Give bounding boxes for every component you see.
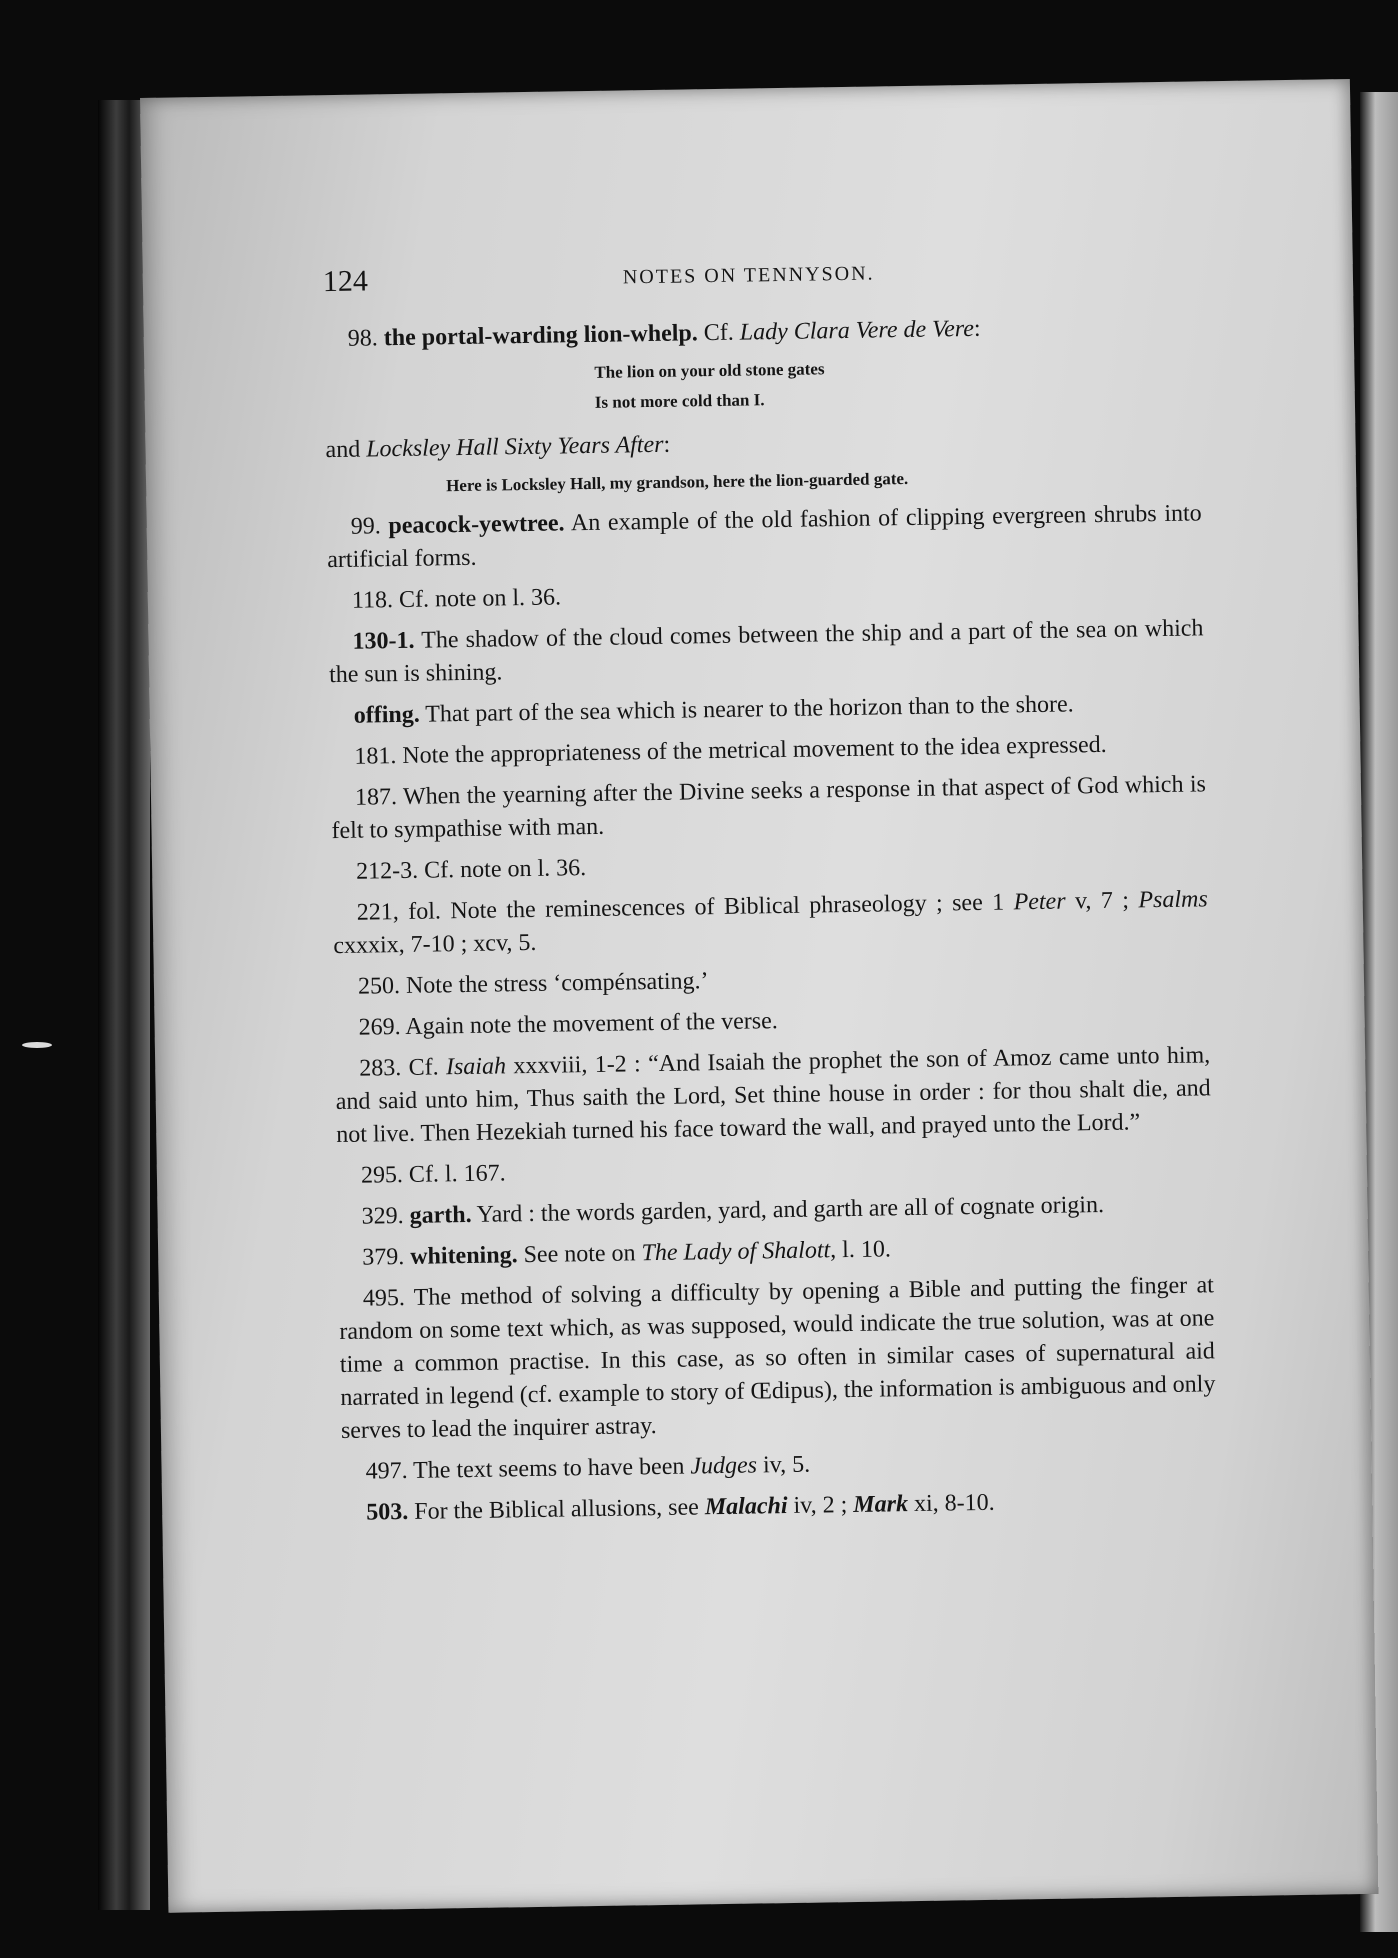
note-term: peacock-yewtree. (388, 510, 565, 540)
note-ref: 212-3. (355, 857, 419, 885)
note-221 (333, 883, 1209, 963)
note-ref: 187. (354, 784, 398, 811)
note-text: An example of the old fashion of clipping evergreen shrubs into artificial forms. (327, 500, 1202, 574)
note-99 (327, 497, 1203, 577)
note-continuation (325, 420, 1200, 467)
note-ref: 379. (362, 1243, 405, 1271)
note-text: Cf. l. 167. (402, 1160, 506, 1189)
note-379 (338, 1228, 1213, 1275)
note-term: garth. (409, 1201, 472, 1229)
note-130-1 (328, 612, 1204, 692)
note-text: Yard : the words garden, yard, and garth are all of cognate origin. (471, 1191, 1105, 1228)
note-text: When the yearning after the Divine seeks a response in that aspect of God which is felt to sympathise with man. (331, 771, 1207, 845)
note-title: Psalms (1138, 886, 1208, 914)
note-text: Note the reminescences of Biblical phraseology ; see 1 (440, 889, 1014, 925)
note-text: Cf. (401, 1054, 447, 1082)
note-495 (339, 1269, 1216, 1448)
note-text: iv, 2 ; (787, 1491, 854, 1520)
note-text: and (325, 436, 367, 464)
note-text: Cf. note on l. 36. (417, 855, 587, 884)
note-187 (331, 768, 1207, 848)
note-269 (334, 998, 1209, 1045)
note-text: Cf. note on l. 36. (392, 584, 562, 614)
note-181 (330, 727, 1205, 774)
note-ref: 329. (361, 1202, 404, 1230)
note-text: Again note the movement of the verse. (400, 1008, 779, 1041)
note-offing (329, 686, 1204, 733)
note-ref: 181. (354, 743, 397, 770)
note-ref: 269. (358, 1014, 401, 1041)
note-text: The method of solving a difficulty by opening a Bible and putting the finger at random on some text which, as was supposed, would indicate the true solution, was at one time a common practise. In this case, as so often in similar cases of supernatural aid narrated in legend (cf. example to story of Œdipus), the information is ambiguous and only serves to lead the inquirer astray. (339, 1272, 1216, 1445)
note-term: offing. (353, 701, 420, 729)
note-term: whitening. (410, 1242, 518, 1270)
note-283 (335, 1039, 1211, 1152)
note-text: Cf. (697, 319, 740, 347)
running-head: NOTES ON TENNYSON. (622, 262, 875, 289)
note-ref: 495. (362, 1284, 406, 1312)
note-text: xi, 8-10. (907, 1489, 995, 1518)
note-ref: 130-1. (352, 627, 415, 655)
page-number: 124 (322, 264, 369, 299)
note-ref: 295. (360, 1162, 404, 1189)
note-term: the portal-warding lion-whelp. (383, 320, 698, 352)
note-text: , l. 10. (829, 1236, 892, 1264)
note-title: Mark (853, 1491, 909, 1518)
note-ref: 283. (359, 1055, 402, 1082)
note-text: cxxxix, 7-10 ; xcv, 5. (333, 929, 537, 960)
note-title: Isaiah (445, 1053, 507, 1081)
note-text: xxxviii, 1-2 : “And Isaiah the prophet the son of Amoz came unto him, and said unto him, Thus saith the Lord, Set thine house in order : for thou shalt die, and not live. Then Hezekiah turned his face toward the wall, and prayed unto the Lord.” (335, 1042, 1211, 1149)
note-text: Note the appropriateness of the metrical movement to the idea expressed. (396, 731, 1107, 770)
note-ref: 99. (350, 513, 381, 540)
note-ref: 98. (347, 325, 379, 352)
note-ref: 497. (365, 1457, 408, 1485)
note-text: v, 7 ; (1065, 887, 1139, 915)
dust-speck (22, 1042, 52, 1048)
note-212-3 (332, 842, 1207, 889)
book-spine (98, 100, 150, 1910)
note-295 (337, 1146, 1212, 1193)
quote-line: Here is Locksley Hall, my grandson, here the lion-guarded gate. (445, 468, 909, 496)
note-ref: 503. (366, 1498, 409, 1526)
quote-line: The lion on your old stone gates (594, 359, 825, 382)
note-98 (324, 309, 1199, 356)
note-text: See note on (517, 1240, 642, 1269)
note-text: For the Biblical allusions, see (408, 1494, 706, 1525)
note-250 (334, 957, 1209, 1004)
note-text: The text seems to have been (407, 1453, 691, 1484)
note-118 (328, 571, 1203, 618)
quote-line: Is not more cold than I. (594, 390, 765, 412)
book-page (140, 79, 1378, 1913)
note-text: iv, 5. (756, 1451, 811, 1479)
note-text: : (663, 431, 671, 458)
note-text: Note the stress ‘compénsating.’ (399, 968, 709, 1000)
note-text: That part of the sea which is nearer to the horizon than to the shore. (419, 691, 1074, 728)
note-title: The Lady of Shalott (641, 1237, 831, 1267)
note-title: Judges (690, 1452, 758, 1480)
note-text: The shadow of the cloud comes between the ship and a part of the sea on which the sun is shining. (328, 615, 1204, 689)
note-title: Locksley Hall Sixty Years After (366, 431, 664, 463)
note-ref: 221, fol. (356, 898, 442, 926)
note-497 (341, 1442, 1216, 1489)
page-header (323, 251, 1199, 305)
note-title: Lady Clara Vere de Vere (739, 315, 975, 346)
note-title: Malachi (704, 1493, 788, 1521)
note-329 (337, 1187, 1212, 1234)
note-ref: 118. (351, 587, 394, 614)
note-text: : (973, 315, 981, 342)
page-content (320, 81, 1218, 1538)
note-503 (342, 1483, 1217, 1530)
note-ref: 250. (357, 973, 401, 1000)
note-title: Peter (1013, 888, 1066, 916)
